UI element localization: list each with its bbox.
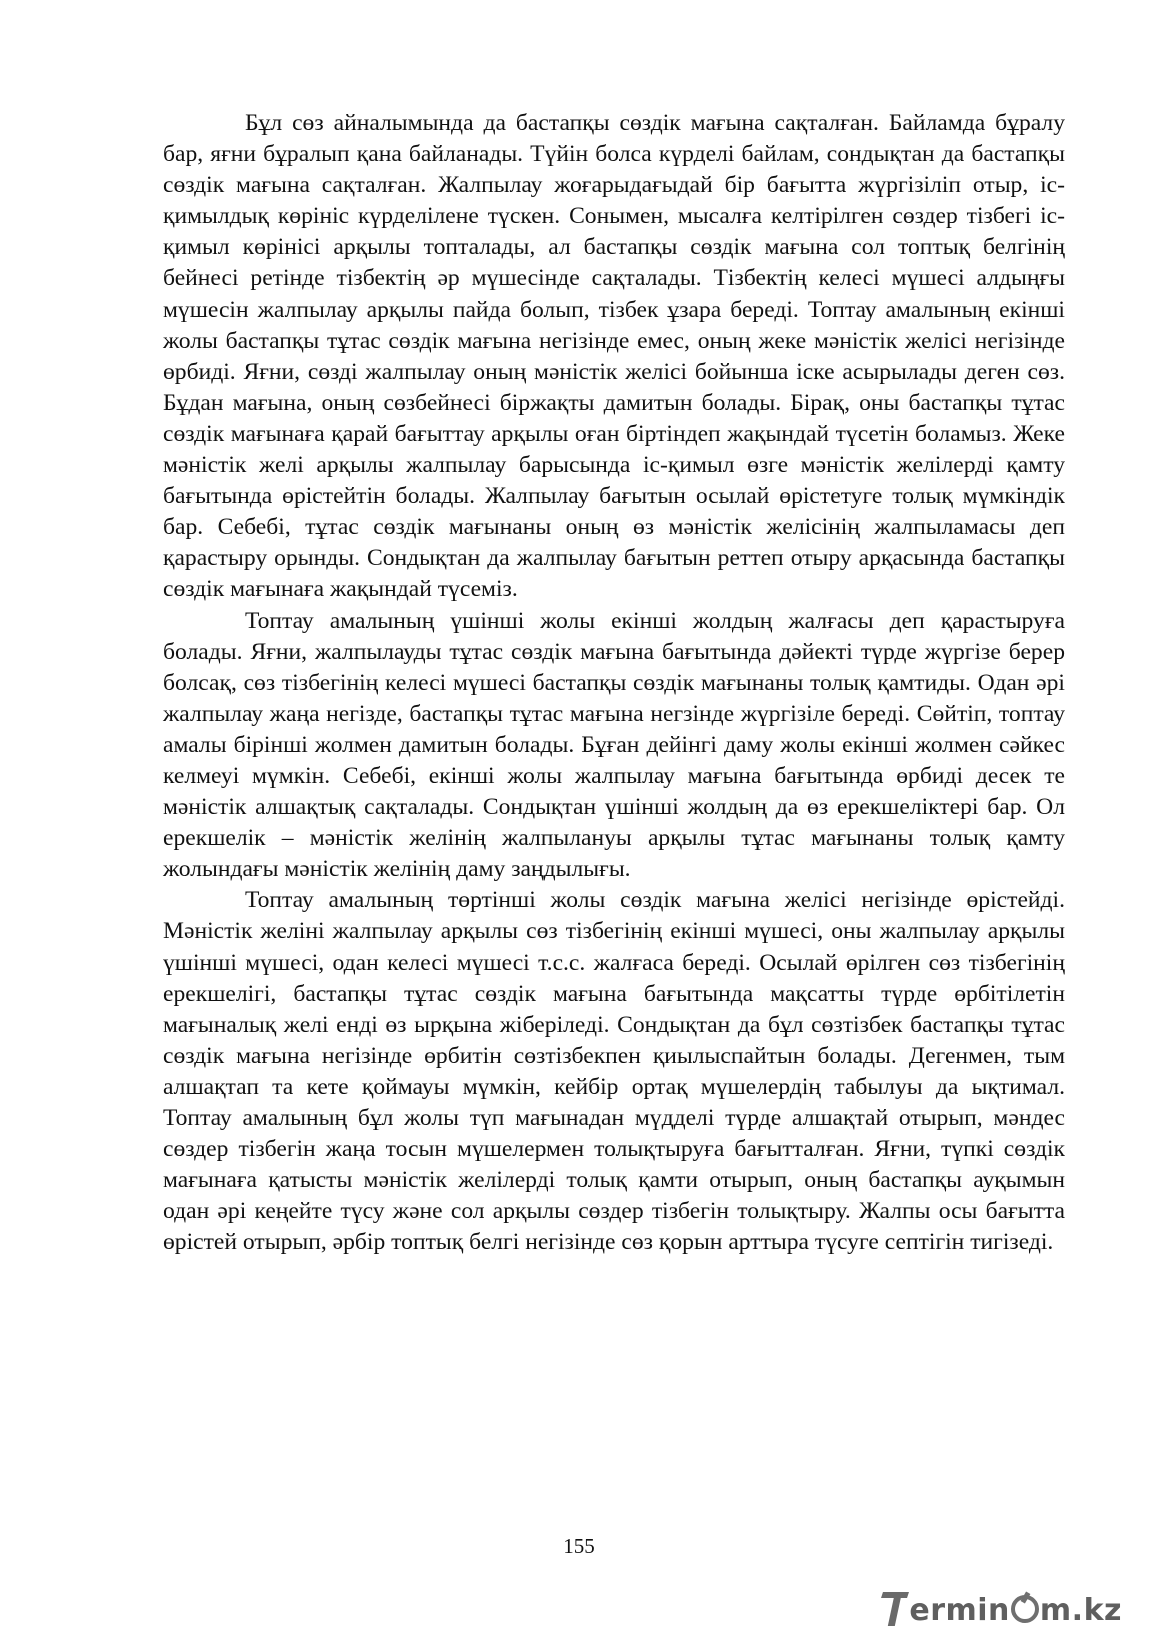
watermark-part2: m.kz (1039, 1593, 1122, 1628)
termincom-watermark (882, 1586, 1122, 1628)
paragraph-1: Бұл сөз айналымында да бастапқы сөздік мағына сақталған. Байламда бұралу бар, яғни бұралып қана байланады. Түйін болса күрделі байлам, сондықтан да бастапқы сөздік мағына сақталған. Жалпылау жоғарыдағыдай бір бағытта жүргізіліп отыр, іс-қимылдық көрініс күрделілене түскен. Сонымен, мысалға келтірілген сөздер тізбегі іс-қимыл көрінісі арқылы топталады, ал бастапқы сөздік мағына сол топтық белгінің бейнесі ретінде тізбектің әр мүшесінде сақталады. Тізбектің келесі мүшесі алдыңғы мүшесін жалпылау арқылы пайда болып, тізбек ұзара береді. Топтау амалының екінші жолы бастапқы тұтас сөздік мағына негізінде емес, оның жеке мәністік желісі негізінде өрбиді. Яғни, сөзді жалпылау оның мәністік желісі бойынша іске асырылады деген сөз. Бұдан мағына, оның сөзбейнесі біржақты дамитын болады. Бірақ, оны бастапқы тұтас сөздік мағынаға қарай бағыттау арқылы оған біртіндеп жақындай түсетін боламыз. Жеке мәністік желі арқылы жалпылау барысында іс-қимыл өзге мәністік желілерді қамту бағытында өрістейтін болады. Жалпылау бағытын осылай өрістетуге толық мүмкіндік бар. Себебі, тұтас сөздік мағынаны оның өз мәністік желісінің жалпыламасы деп қарастыру орынды. Сондықтан да жалпылау бағытын реттеп отыру арқасында бастапқы сөздік мағынаға жақындай түсеміз. (163, 110, 1065, 603)
t-logo-icon (882, 1590, 908, 1628)
watermark-part1: ermin (909, 1593, 1010, 1628)
watermark-o-icon (1011, 1595, 1039, 1623)
paragraph-2: Топтау амалының үшінші жолы екінші жолдың жалғасы деп қарастыруға болады. Яғни, жалпылауды тұтас сөздік мағына бағытында дәйекті түрде жүргізе берер болсақ, сөз тізбегінің келесі мүшесі бастапқы сөздік мағынаны толық қамтиды. Одан әрі жалпылау жаңа негізде, бастапқы тұтас мағына негзінде жүргізіле береді. Сөйтіп, топтау амалы бірінші жолмен дамитын болады. Бұған дейінгі даму жолы екінші жолмен сәйкес келмеуі мүмкін. Себебі, екінші жолы жалпылау мағына бағытында өрбиді десек те мәністік алшақтық сақталады. Сондықтан үшінші жолдың да өз ерекшеліктері бар. Ол ерекшелік – мәністік желінің жалпылануы арқылы тұтас мағынаны толық қамту жолындағы мәністік желінің даму заңдылығы. (163, 607, 1065, 883)
body-text (163, 108, 1065, 1258)
paragraph-3: Топтау амалының төртінші жолы сөздік мағына желісі негізінде өрістейді. Мәністік желіні жалпылау арқылы сөз тізбегінің екінші мүшесі, оны жалпылау арқылы үшінші мүшесі, одан келесі мүшесі т.с.с. жалғаса береді. Осылай өрілген сөз тізбегінің ерекшелігі, бастапқы тұтас сөздік мағына бағытында мақсатты түрде өрбітілетін мағыналық желі енді өз ырқына жіберіледі. Сондықтан да бұл сөзтізбек бастапқы тұтас сөздік мағына негізінде өрбитін сөзтізбекпен қиылыспайтын болады. Дегенмен, тым алшақтап та кете қоймауы мүмкін, кейбір ортақ мүшелердің табылуы да ықтимал. Топтау амалының бұл жолы түп мағынадан мүдделі түрде алшақтай отырып, мәндес сөздер тізбегін жаңа тосын мүшелермен толықтыруға бағытталған. Яғни, түпкі сөздік мағынаға қатысты мәністік желілерді толық қамти отырып, оның бастапқы ауқымын одан әрі кеңейте түсу және сол арқылы сөздер тізбегін толықтыру. Жалпы осы бағытта өрістей отырып, әрбір топтық белгі негізінде сөз қорын арттыра түсуге септігін тигізеді. (163, 887, 1065, 1256)
watermark-text (909, 1594, 1122, 1628)
page-number: 155 (563, 1534, 595, 1558)
